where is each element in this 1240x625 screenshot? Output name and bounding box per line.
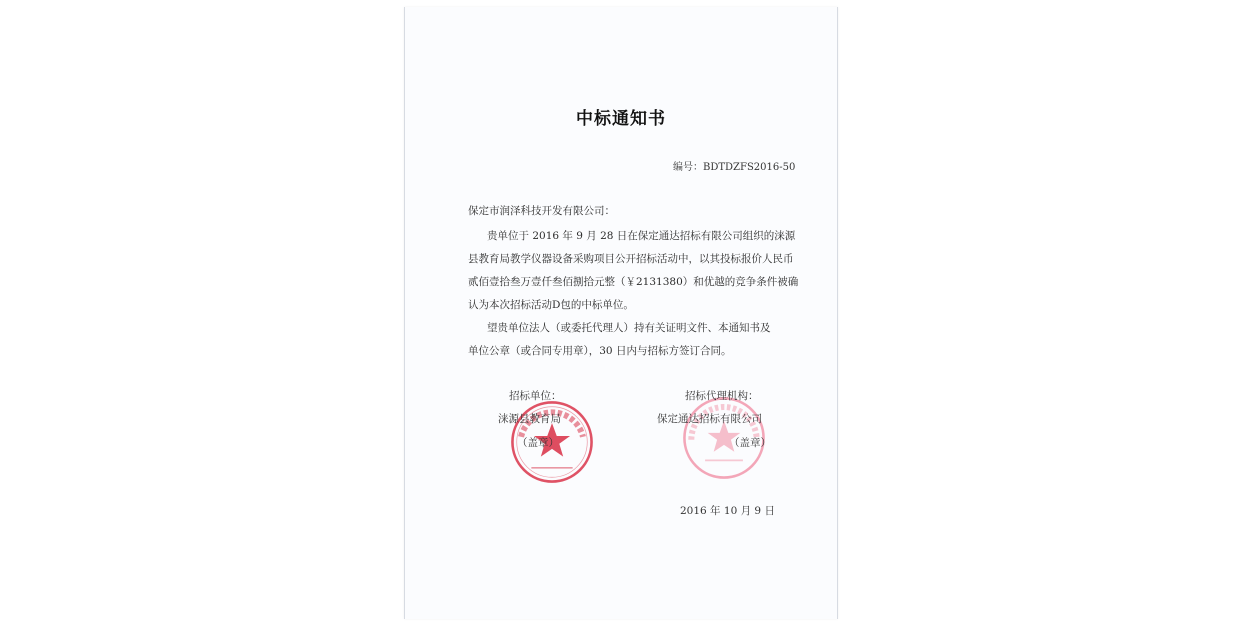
- tenderer-name: 涞源县教育局: [498, 413, 561, 425]
- tenderer-label: 招标单位：: [509, 390, 562, 402]
- addressee: 保定市润泽科技开发有限公司：: [468, 205, 615, 217]
- body-line: 贵单位于 2016 年 9 月 28 日在保定通达招标有限公司组织的涞源: [487, 230, 796, 242]
- reference-number: 编号：BDTDZFS2016-50: [673, 162, 796, 173]
- tenderer-seal-note: （盖章）: [517, 437, 559, 449]
- agency-seal-note: （盖章）: [729, 437, 771, 449]
- body-line: 单位公章（或合同专用章），30 日内与招标方签订合同。: [468, 345, 732, 357]
- document-page: [404, 7, 838, 619]
- body-line: 望贵单位法人（或委托代理人）持有关证明文件、本通知书及: [487, 322, 771, 334]
- document-title: 中标通知书: [576, 109, 666, 129]
- body-line: 贰佰壹拾叁万壹仟叁佰捌拾元整（￥2131380）和优越的竞争条件被确: [468, 276, 799, 288]
- body-line: 认为本次招标活动D包的中标单位。: [468, 299, 634, 311]
- agency-name: 保定通达招标有限公司: [657, 413, 762, 425]
- issue-date: 2016 年 10 月 9 日: [680, 505, 775, 517]
- body-line: 县教育局教学仪器设备采购项目公开招标活动中，以其投标报价人民币: [468, 253, 794, 265]
- agency-label: 招标代理机构：: [685, 390, 759, 402]
